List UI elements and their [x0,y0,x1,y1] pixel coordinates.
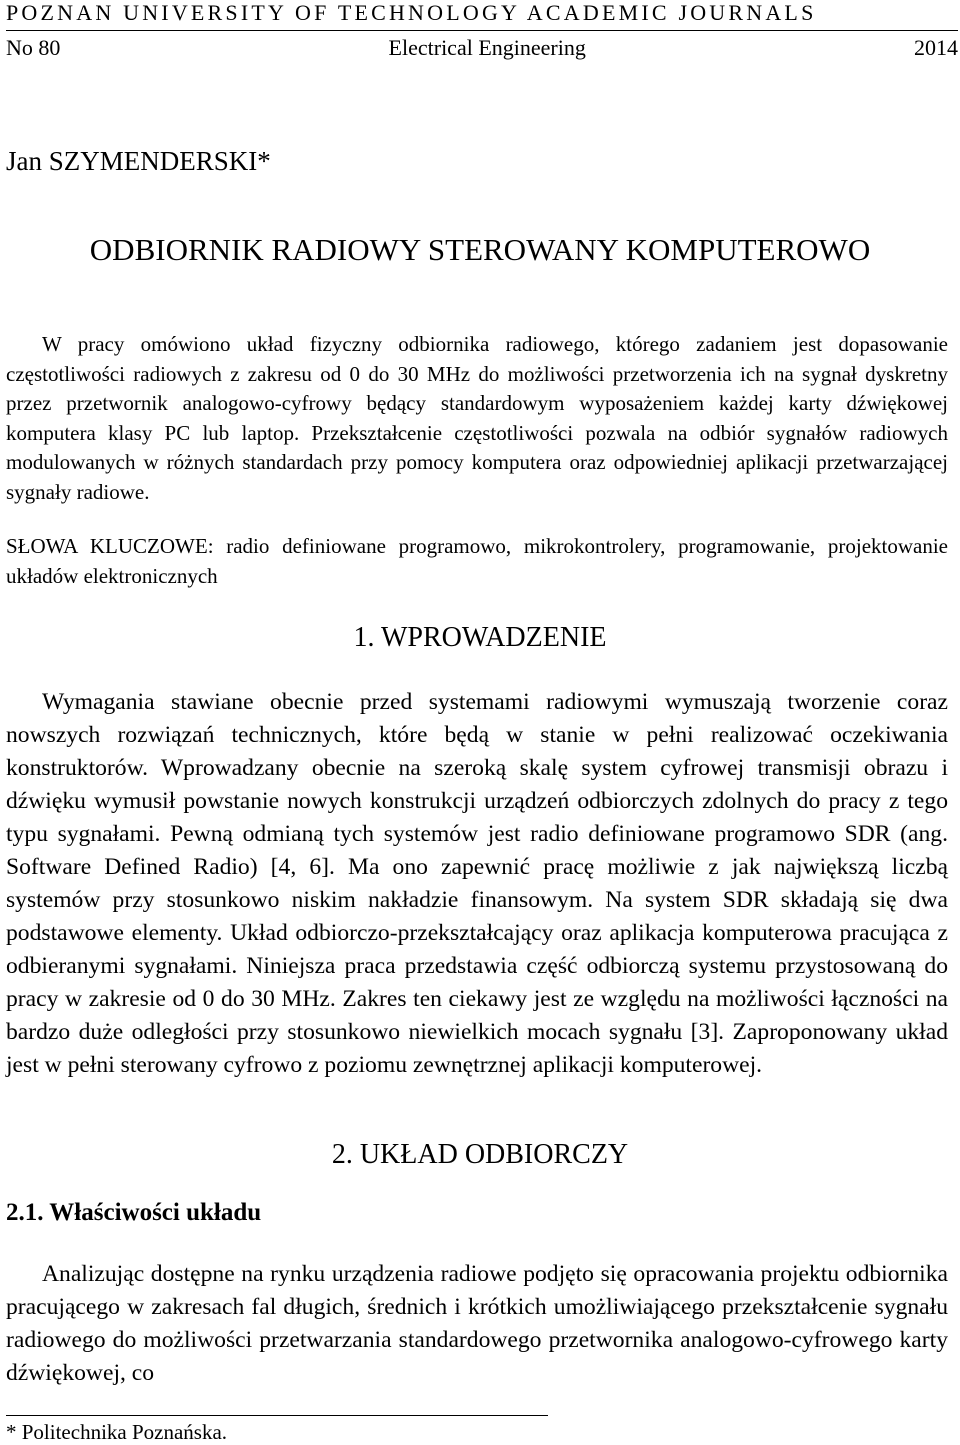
issue-number: No 80 [6,35,61,60]
journal-field: Electrical Engineering [388,35,586,60]
introduction-text: Wymagania stawiane obecnie przed systemami radiowymi wymuszają tworzenie coraz nowszych rozwiązań technicznych, które będą w stanie w pełni realizować oczekiwania konstruktorów. Wprowadzany obecnie na szeroką skalę system cyfrowej transmisji obrazu i dźwięku wymusił powstanie nowych konstrukcji urządzeń odbiorczych zdolnych do pracy z tego typu sygnałami. Pewną odmianą tych systemów jest radio definiowane programowo SDR (ang. Software Defined Radio) [4, 6]. Ma ono zapewnić pracę możliwie z jak największą liczbą systemów przy stosunkowo niskim nakładzie finansowym. Na system SDR składają się dwa podstawowe elementy. Układ odbiorczo-przekształcający oraz aplikacja komputerowa pracująca z odbieranymi sygnałami. Niniejsza praca przedstawia część odbiorczą systemu przystosowaną do pracy w zakresie od 0 do 30 MHz. Zakres ten ciekawy jest ze względu na możliwości łączności na bardzo duże odległości przy stosunkowo niewielkich mocach sygnału [3]. Zaproponowany układ jest w pełni sterowany cyfrowo z poziomu zewnętrznej aplikacji komputerowej. [6,689,948,1078]
author-name: Jan SZYMENDERSKI* [6,146,271,176]
subsection-heading-properties: 2.1. Właściwości układu [6,1199,262,1226]
section-heading-receiver: 2. UKŁAD ODBIORCZY [331,1139,629,1170]
section-heading-introduction: 1. WPROWADZENIE [353,622,607,653]
issue-year: 2014 [914,35,958,60]
issue-line [6,30,958,63]
receiver-text: Analizując dostępne na rynku urządzenia radiowe podjęto się opracowania projektu odbiornika pracującego w zakresach fal długich, średnich i krótkich umożliwiającego przekształcenie sygnału radiowego do możliwości przetwarzania standardowego przetwornika analogowo-cyfrowego karty dźwiękowej, co [6,1261,948,1386]
footnote: * Politechnika Poznańska. [6,1420,228,1444]
keywords: SŁOWA KLUCZOWE: radio definiowane programowo, mikrokontrolery, programowanie, projektowanie układów elektronicznych [6,534,948,588]
footnote-divider [6,1415,548,1416]
abstract: W pracy omówiono układ fizyczny odbiornika radiowego, którego zadaniem jest dopasowanie częstotliwości radiowych z zakresu od 0 do 30 MHz do możliwości przetworzenia ich na sygnał dyskretny przez przetwornik analogowo-cyfrowy będący standardowym wyposażeniem każdej karty dźwiękowej komputera klasy PC lub laptop. Przekształcenie częstotliwości pozwala na odbiór sygnałów radiowych modulowanych w różnych standardach przy pomocy komputera oraz odpowiedniej aplikacji przetwarzającej sygnały radiowe. [6,332,948,504]
paper-title: ODBIORNIK RADIOWY STEROWANY KOMPUTEROWO [89,232,871,267]
journal-header: POZNAN UNIVERSITY OF TECHNOLOGY ACADEMIC JOURNALS [6,0,817,25]
